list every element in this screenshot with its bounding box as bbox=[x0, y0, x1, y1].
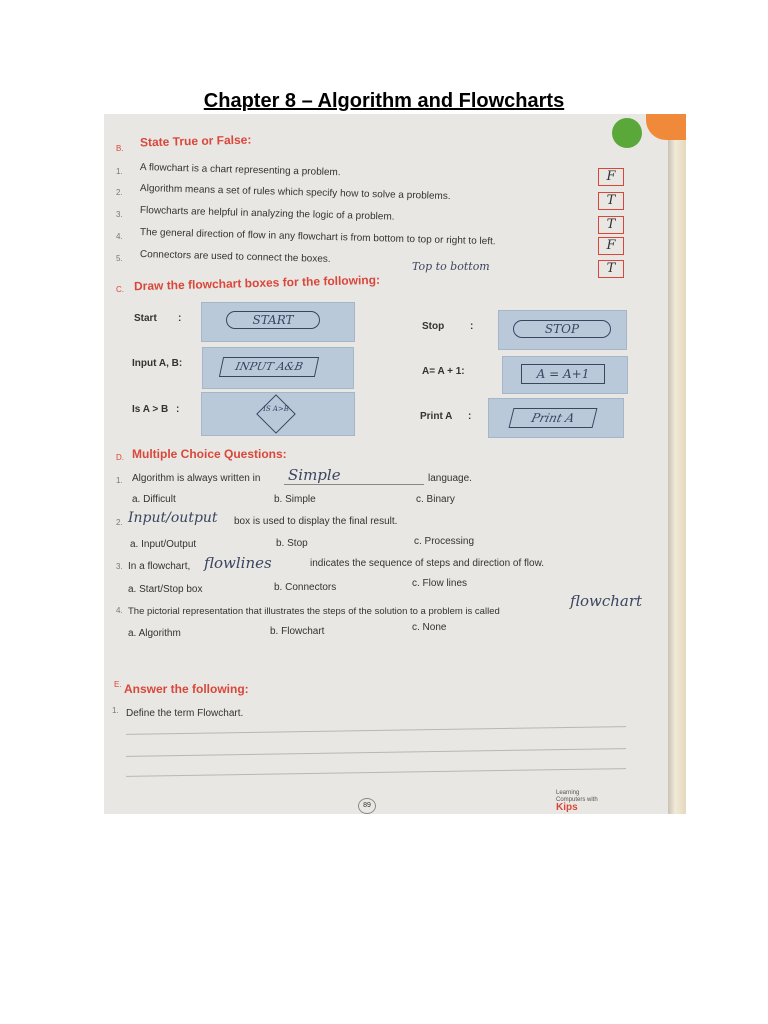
option: b. Stop bbox=[276, 538, 308, 549]
item-number: 2. bbox=[116, 188, 123, 197]
item-number: 1. bbox=[116, 476, 123, 485]
handwritten-answer: Simple bbox=[288, 466, 341, 484]
tf-statement: A flowchart is a chart representing a problem. bbox=[139, 162, 341, 179]
process-rectangle: A = A+1 bbox=[521, 364, 605, 384]
tf-statement: Algorithm means a set of rules which specify how to solve a problems. bbox=[139, 183, 451, 203]
page-edge bbox=[668, 114, 686, 814]
handwritten-correction: Top to bottom bbox=[412, 260, 490, 273]
terminal-shape: START bbox=[226, 311, 320, 329]
orange-corner-decoration bbox=[646, 114, 686, 140]
handwritten-answer: flowlines bbox=[204, 554, 272, 572]
draw-separator: : bbox=[470, 321, 474, 332]
tf-answer-box: T bbox=[598, 260, 624, 278]
tf-answer-box: T bbox=[598, 216, 624, 234]
tf-statement: The general direction of flow in any flowchart is from bottom to top or right to left. bbox=[139, 227, 496, 248]
flowchart-answer-area bbox=[201, 392, 355, 436]
tf-answer-box: F bbox=[598, 168, 624, 186]
tf-answer-box: T bbox=[598, 192, 624, 210]
draw-label: Is A > B bbox=[132, 404, 169, 415]
flowchart-answer-area bbox=[202, 347, 354, 389]
brand-line: Computers with bbox=[556, 797, 598, 803]
question-text: In a flowchart, bbox=[128, 561, 191, 572]
item-number: 4. bbox=[116, 606, 123, 615]
option: b. Simple bbox=[274, 494, 316, 505]
question-text: language. bbox=[428, 473, 472, 484]
page-number: 89 bbox=[358, 798, 376, 814]
handwritten-answer: Input/output bbox=[128, 510, 218, 526]
draw-separator: : bbox=[468, 411, 472, 422]
flowchart-answer-area bbox=[502, 356, 628, 394]
section-heading: Answer the following: bbox=[124, 682, 249, 696]
handwritten-answer: flowchart bbox=[570, 592, 643, 610]
tf-statement: Connectors are used to connect the boxes. bbox=[139, 249, 331, 265]
section-letter: D. bbox=[116, 453, 124, 462]
answer-line bbox=[126, 768, 626, 777]
draw-label: Start bbox=[134, 313, 157, 324]
item-number: 3. bbox=[116, 210, 123, 219]
option: b. Connectors bbox=[274, 582, 337, 593]
parallelogram-shape: INPUT A&B bbox=[219, 357, 319, 377]
option: a. Start/Stop box bbox=[128, 584, 203, 595]
item-number: 1. bbox=[112, 706, 119, 715]
question-text: indicates the sequence of steps and direction of flow. bbox=[310, 558, 545, 569]
question-text: box is used to display the final result. bbox=[234, 516, 398, 527]
decision-diamond bbox=[256, 394, 296, 434]
item-number: 2. bbox=[116, 518, 123, 527]
brand-name: Kips bbox=[556, 802, 578, 813]
option: a. Algorithm bbox=[128, 628, 181, 639]
section-heading: Multiple Choice Questions: bbox=[132, 447, 287, 461]
answer-line bbox=[126, 748, 626, 757]
draw-label: A= A + 1: bbox=[422, 366, 465, 377]
flowchart-answer-area bbox=[498, 310, 627, 350]
draw-separator: : bbox=[178, 313, 182, 324]
section-letter: E. bbox=[114, 680, 122, 689]
option: a. Difficult bbox=[132, 494, 176, 505]
option: b. Flowchart bbox=[270, 626, 325, 637]
option: c. Binary bbox=[416, 494, 455, 505]
flowchart-answer-area bbox=[201, 302, 355, 342]
publisher-logo bbox=[556, 790, 598, 813]
draw-label: Stop bbox=[422, 321, 445, 332]
option: c. Flow lines bbox=[412, 578, 468, 589]
question-text: The pictorial representation that illustrates the steps of the solution to a problem is called bbox=[128, 606, 500, 617]
question-text: Algorithm is always written in bbox=[132, 473, 261, 484]
item-number: 1. bbox=[116, 167, 123, 176]
draw-separator: : bbox=[176, 404, 180, 415]
parallelogram-shape: Print A bbox=[509, 408, 598, 428]
item-number: 5. bbox=[116, 254, 123, 263]
blank-line bbox=[284, 484, 424, 485]
textbook-photo bbox=[104, 114, 686, 814]
tf-answer-box: F bbox=[598, 237, 624, 255]
option: c. None bbox=[412, 622, 447, 633]
item-number: 4. bbox=[116, 232, 123, 241]
option: c. Processing bbox=[414, 536, 475, 547]
answer-line bbox=[126, 726, 626, 735]
section-heading: Draw the flowchart boxes for the following: bbox=[133, 272, 381, 294]
section-heading: State True or False: bbox=[139, 132, 252, 150]
section-letter: C. bbox=[116, 285, 124, 294]
draw-label: Input A, B: bbox=[132, 358, 183, 369]
flowchart-answer-area bbox=[488, 398, 624, 438]
green-circle-decoration bbox=[612, 118, 642, 148]
decision-text: IS A>B bbox=[263, 405, 289, 413]
section-letter: B. bbox=[116, 144, 124, 153]
item-number: 3. bbox=[116, 562, 123, 571]
page-title: Chapter 8 – Algorithm and Flowcharts bbox=[203, 90, 565, 112]
option: a. Input/Output bbox=[130, 539, 197, 550]
tf-statement: Flowcharts are helpful in analyzing the logic of a problem. bbox=[139, 205, 395, 223]
terminal-shape: STOP bbox=[513, 320, 611, 338]
question-text: Define the term Flowchart. bbox=[126, 708, 244, 719]
draw-label: Print A bbox=[420, 411, 453, 422]
brand-line: Learning bbox=[556, 790, 580, 796]
